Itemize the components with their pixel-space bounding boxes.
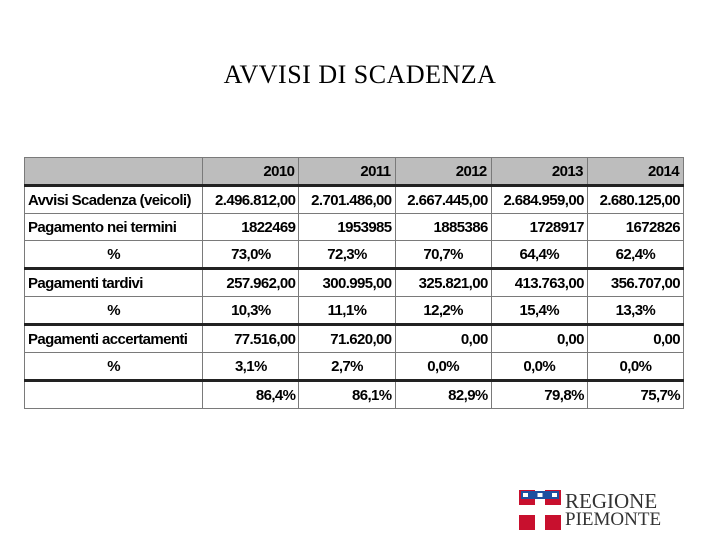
table-cell: 0,00 — [491, 325, 587, 353]
row-label: Pagamenti tardivi — [25, 269, 203, 297]
header-corner-cell — [25, 158, 203, 186]
table-row — [25, 297, 684, 325]
table-cell: 82,9% — [395, 381, 491, 409]
regione-piemonte-logo — [519, 490, 669, 530]
table-cell: 12,2% — [395, 297, 491, 325]
table-cell: 2.667.445,00 — [395, 186, 491, 214]
row-label: % — [25, 353, 203, 381]
year-header: 2010 — [203, 158, 299, 186]
table-cell: 86,4% — [203, 381, 299, 409]
table-row — [25, 325, 684, 353]
table-cell: 0,00 — [587, 325, 683, 353]
year-header: 2013 — [491, 158, 587, 186]
table-cell: 2.680.125,00 — [587, 186, 683, 214]
year-header: 2012 — [395, 158, 491, 186]
row-label: % — [25, 297, 203, 325]
table-cell: 2.701.486,00 — [299, 186, 395, 214]
row-label — [25, 381, 203, 409]
table-cell: 0,0% — [491, 353, 587, 381]
table-cell: 356.707,00 — [587, 269, 683, 297]
table-cell: 13,3% — [587, 297, 683, 325]
table-cell: 72,3% — [299, 241, 395, 269]
table-cell: 11,1% — [299, 297, 395, 325]
table-cell: 71.620,00 — [299, 325, 395, 353]
table-cell: 325.821,00 — [395, 269, 491, 297]
table-cell: 1672826 — [587, 214, 683, 241]
table-cell: 0,0% — [395, 353, 491, 381]
table-cell: 300.995,00 — [299, 269, 395, 297]
table-cell: 2.684.959,00 — [491, 186, 587, 214]
table-cell: 413.763,00 — [491, 269, 587, 297]
table-row — [25, 269, 684, 297]
table-cell: 10,3% — [203, 297, 299, 325]
table-row — [25, 241, 684, 269]
row-label: Pagamenti accertamenti — [25, 325, 203, 353]
table-header-row — [25, 158, 684, 186]
table-cell: 64,4% — [491, 241, 587, 269]
table-row — [25, 353, 684, 381]
table-cell: 1822469 — [203, 214, 299, 241]
logo-line-2: PIEMONTE — [565, 509, 662, 530]
table-cell: 73,0% — [203, 241, 299, 269]
table-cell: 2,7% — [299, 353, 395, 381]
table-cell: 3,1% — [203, 353, 299, 381]
table-cell: 1885386 — [395, 214, 491, 241]
page-title: AVVISI DI SCADENZA — [223, 60, 497, 89]
year-header: 2014 — [587, 158, 683, 186]
table-row — [25, 186, 684, 214]
table-cell: 75,7% — [587, 381, 683, 409]
table-cell: 77.516,00 — [203, 325, 299, 353]
table-row — [25, 214, 684, 241]
logo-line-1: REGIONE — [565, 489, 658, 513]
table-cell: 0,0% — [587, 353, 683, 381]
table-cell: 62,4% — [587, 241, 683, 269]
table-cell: 257.962,00 — [203, 269, 299, 297]
regione-piemonte-emblem-icon — [519, 490, 561, 530]
table-cell: 0,00 — [395, 325, 491, 353]
table-cell: 79,8% — [491, 381, 587, 409]
avvisi-table — [24, 157, 684, 409]
table-cell: 15,4% — [491, 297, 587, 325]
table-cell: 1728917 — [491, 214, 587, 241]
table-cell: 70,7% — [395, 241, 491, 269]
table-total-row — [25, 381, 684, 409]
row-label: % — [25, 241, 203, 269]
row-label: Pagamento nei termini — [25, 214, 203, 241]
row-label: Avvisi Scadenza (veicoli) — [25, 186, 203, 214]
table-cell: 86,1% — [299, 381, 395, 409]
table-cell: 2.496.812,00 — [203, 186, 299, 214]
table-cell: 1953985 — [299, 214, 395, 241]
year-header: 2011 — [299, 158, 395, 186]
